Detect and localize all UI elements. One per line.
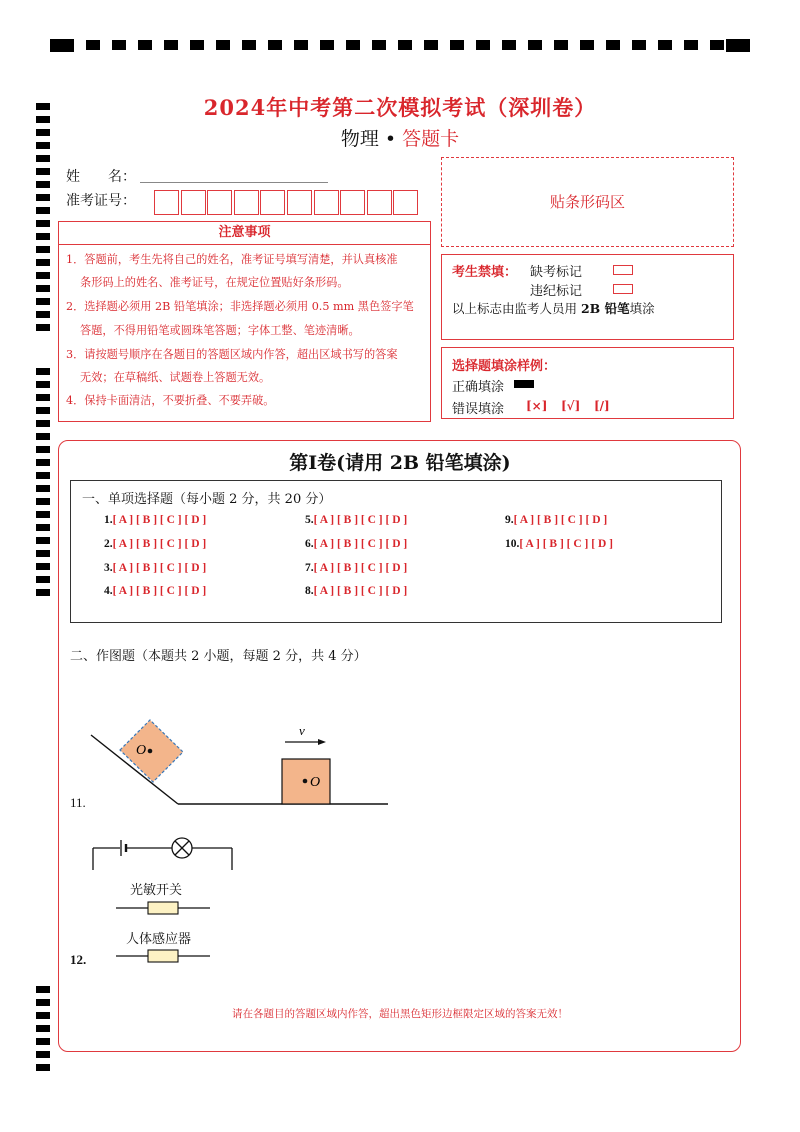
violation-mark-label: 违纪标记 — [530, 284, 583, 299]
question-1 — [104, 514, 206, 526]
question-number: 10. — [505, 538, 520, 550]
question-9 — [505, 514, 607, 526]
exam-id-box[interactable] — [207, 190, 232, 215]
question-8 — [305, 585, 407, 597]
notice-line: 4．保持卡面清洁，不要折叠、不要弄破。 — [66, 394, 275, 407]
page-title: 2024年中考第二次模拟考试（深圳卷） — [203, 95, 597, 120]
examiner-note-pre: 以上标志由监考人员用 — [452, 301, 581, 316]
question-3 — [104, 562, 206, 574]
answer-options[interactable]: [ A ] [ B ] [ C ] [ D ] — [313, 538, 408, 550]
velocity-label: v — [299, 723, 305, 738]
exam-id-label: 准考证号： — [66, 193, 136, 209]
absent-mark-box[interactable] — [613, 265, 633, 275]
photo-switch-label: 光敏开关 — [130, 883, 183, 898]
wrong-fill-example: [/] — [594, 399, 610, 413]
absent-mark-label: 缺考标记 — [530, 265, 583, 280]
correct-fill-example — [514, 380, 534, 388]
exam-id-box[interactable] — [340, 190, 365, 215]
answer-options[interactable]: [ A ] [ B ] [ C ] [ D ] — [112, 514, 207, 526]
question-2 — [104, 538, 206, 550]
section1-title: 第Ⅰ卷(请用 2B 铅笔填涂) — [289, 452, 511, 474]
wrong-fill-example: [×] — [526, 399, 548, 413]
subject-name: 物理 — [340, 128, 379, 150]
notice-line: 3．请按题号顺序在各题目的答题区域内作答，超出区域书写的答案 — [66, 348, 398, 361]
exam-id-box[interactable] — [367, 190, 392, 215]
notice-line: 无效；在草稿纸、试题卷上答题无效。 — [80, 371, 271, 384]
fill-sample-title: 选择题填涂样例： — [452, 359, 557, 374]
body-sensor-label: 人体感应器 — [126, 932, 192, 947]
question-number: 1. — [104, 514, 113, 526]
subtitle-separator: • — [384, 128, 397, 150]
notice-line: 条形码上的姓名、准考证号，在规定位置贴好条形码。 — [80, 276, 349, 289]
question-5 — [305, 514, 407, 526]
answer-card-label: 答题卡 — [402, 128, 460, 150]
notice-line: 1．答题前，考生先将自己的姓名，准考证号填写清楚，并认真核准 — [66, 253, 398, 266]
flat-block-center-point — [303, 779, 308, 784]
barcode-label: 贴条形码区 — [549, 193, 625, 211]
examiner-note-post: 填涂 — [629, 301, 655, 316]
exam-id-box[interactable] — [181, 190, 206, 215]
exam-id-box[interactable] — [314, 190, 339, 215]
q11-number: 11. — [70, 795, 86, 810]
answer-region-warning: 请在各题目的答题区域内作答，超出黑色矩形边框限定区域的答案无效！ — [232, 1008, 568, 1020]
examiner-note — [452, 299, 655, 317]
drawing-section-heading: 二、作图题（本题共 2 小题，每题 2 分，共 4 分） — [70, 649, 367, 664]
choice-section-heading: 一、单项选择题（每小题 2 分，共 20 分） — [82, 492, 332, 507]
question-6 — [305, 538, 407, 550]
question-number: 6. — [305, 538, 314, 550]
exam-id-box[interactable] — [287, 190, 312, 215]
answer-options[interactable]: [ A ] [ B ] [ C ] [ D ] — [313, 562, 408, 574]
notice-title: 注意事项 — [218, 225, 271, 240]
answer-options[interactable]: [ A ] [ B ] [ C ] [ D ] — [112, 562, 207, 574]
exam-id-box[interactable] — [154, 190, 179, 215]
notice-header — [58, 221, 431, 245]
barcode-area[interactable] — [441, 157, 734, 247]
photo-switch-component — [148, 902, 178, 914]
wrong-fill-label: 错误填涂 — [452, 402, 505, 417]
answer-options[interactable]: [ A ] [ B ] [ C ] [ D ] — [513, 514, 608, 526]
notice-line: 2．选择题必须用 2B 铅笔填涂；非选择题必须用 0.5 mm 黑色签字笔 — [66, 300, 414, 313]
q12-number: 12. — [70, 952, 87, 967]
question-number: 8. — [305, 585, 314, 597]
exam-id-box[interactable] — [234, 190, 259, 215]
notice-line: 答题，不得用铅笔或圆珠笔答题；字体工整、笔迹清晰。 — [80, 324, 360, 337]
incline-block-o-label: O — [136, 743, 147, 758]
body-sensor-component — [148, 950, 178, 962]
answer-options[interactable]: [ A ] [ B ] [ C ] [ D ] — [519, 538, 613, 550]
question-10 — [505, 538, 613, 550]
name-field[interactable] — [140, 182, 328, 183]
question-7 — [305, 562, 407, 574]
exam-id-box[interactable] — [393, 190, 418, 215]
answer-options[interactable]: [ A ] [ B ] [ C ] [ D ] — [313, 514, 408, 526]
name-label: 姓 名： — [66, 169, 136, 185]
q11-diagram[interactable] — [80, 715, 400, 815]
examiner-note-bold: 2B 铅笔 — [580, 301, 630, 316]
wrong-fill-example: [√] — [561, 399, 581, 413]
velocity-arrow-head — [318, 739, 326, 745]
flat-block-o-label: O — [310, 775, 321, 790]
page-subtitle — [0, 124, 800, 151]
answer-options[interactable]: [ A ] [ B ] [ C ] [ D ] — [112, 585, 207, 597]
incline-block-center-point — [148, 749, 153, 754]
question-number: 4. — [104, 585, 113, 597]
question-number: 3. — [104, 562, 113, 574]
violation-mark-box[interactable] — [613, 284, 633, 294]
answer-options[interactable]: [ A ] [ B ] [ C ] [ D ] — [112, 538, 207, 550]
exam-id-box[interactable] — [260, 190, 285, 215]
examiner-only-label: 考生禁填： — [452, 265, 518, 280]
question-4 — [104, 585, 206, 597]
question-number: 9. — [505, 514, 514, 526]
correct-fill-label: 正确填涂 — [452, 380, 505, 395]
question-number: 5. — [305, 514, 314, 526]
question-number: 7. — [305, 562, 314, 574]
answer-options[interactable]: [ A ] [ B ] [ C ] [ D ] — [313, 585, 408, 597]
question-number: 2. — [104, 538, 113, 550]
